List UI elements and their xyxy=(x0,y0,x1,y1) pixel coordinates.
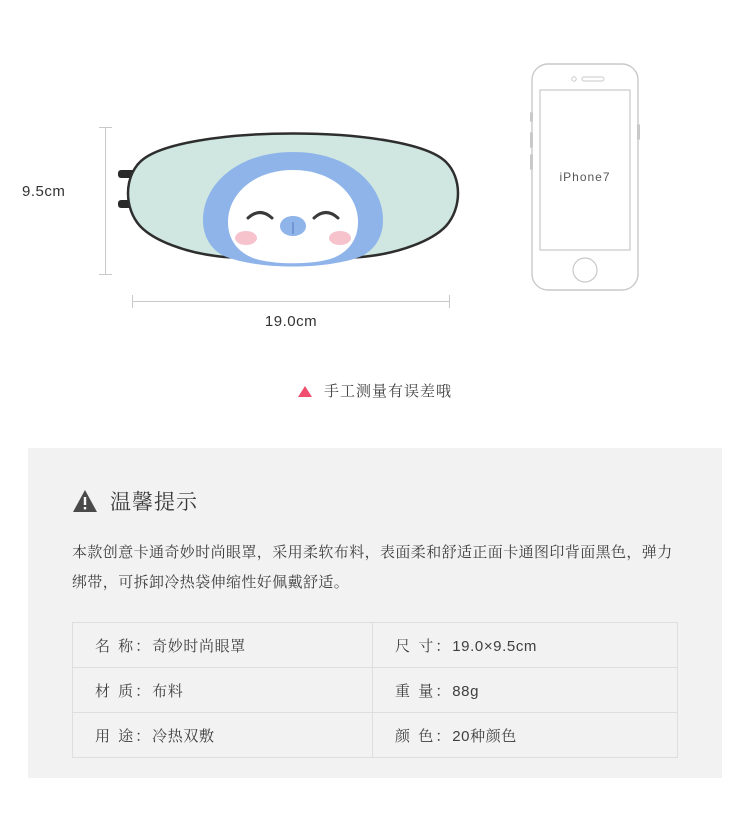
phone-scale-reference xyxy=(530,62,640,292)
tips-body: 本款创意卡通奇妙时尚眼罩，采用柔软布料，表面柔和舒适正面卡通图印背面黑色，弹力绑带，可拆卸冷热袋伸缩性好佩戴舒适。 xyxy=(72,544,673,591)
spec-cell-weight xyxy=(373,668,678,713)
phone-model-label: iPhone7 xyxy=(559,170,611,184)
height-dimension-cap-bottom xyxy=(99,274,112,275)
warning-icon xyxy=(72,489,98,513)
spec-cell-color xyxy=(373,713,678,758)
measurement-note-text: 手工测量有误差哦 xyxy=(323,383,452,400)
spec-cell-usage xyxy=(73,713,373,758)
spec-value-usage: 冷热双敷 xyxy=(152,727,215,745)
table-row xyxy=(73,713,678,758)
tips-title: 温馨提示 xyxy=(110,491,198,514)
warning-triangle-icon xyxy=(298,386,312,397)
table-row xyxy=(73,623,678,668)
spec-value-name: 奇妙时尚眼罩 xyxy=(152,637,246,655)
table-row xyxy=(73,668,678,713)
spec-label-weight: 重 量： xyxy=(395,682,453,700)
spec-label-usage: 用 途： xyxy=(95,727,153,745)
spec-label-size: 尺 寸： xyxy=(395,637,453,655)
spec-label-material: 材 质： xyxy=(95,682,153,700)
spec-cell-size xyxy=(373,623,678,668)
spec-table xyxy=(72,622,678,758)
spec-value-weight: 88g xyxy=(452,682,480,700)
tips-panel xyxy=(28,448,722,778)
width-dimension-cap-right xyxy=(449,295,450,308)
spec-value-material: 布料 xyxy=(152,682,184,700)
eye-mask-illustration xyxy=(118,122,468,282)
spec-cell-name xyxy=(73,623,373,668)
width-dimension-label: 19.0cm xyxy=(264,313,318,330)
tips-header xyxy=(72,486,678,516)
width-dimension-line xyxy=(132,301,450,302)
spec-value-size: 19.0×9.5cm xyxy=(452,637,538,655)
spec-cell-material xyxy=(73,668,373,713)
spec-label-color: 颜 色： xyxy=(395,727,453,745)
height-dimension-label: 9.5cm xyxy=(22,183,66,200)
height-dimension-line xyxy=(105,127,106,275)
spec-value-color: 20种颜色 xyxy=(452,727,517,745)
spec-label-name: 名 称： xyxy=(95,637,153,655)
measurement-note xyxy=(0,380,750,401)
